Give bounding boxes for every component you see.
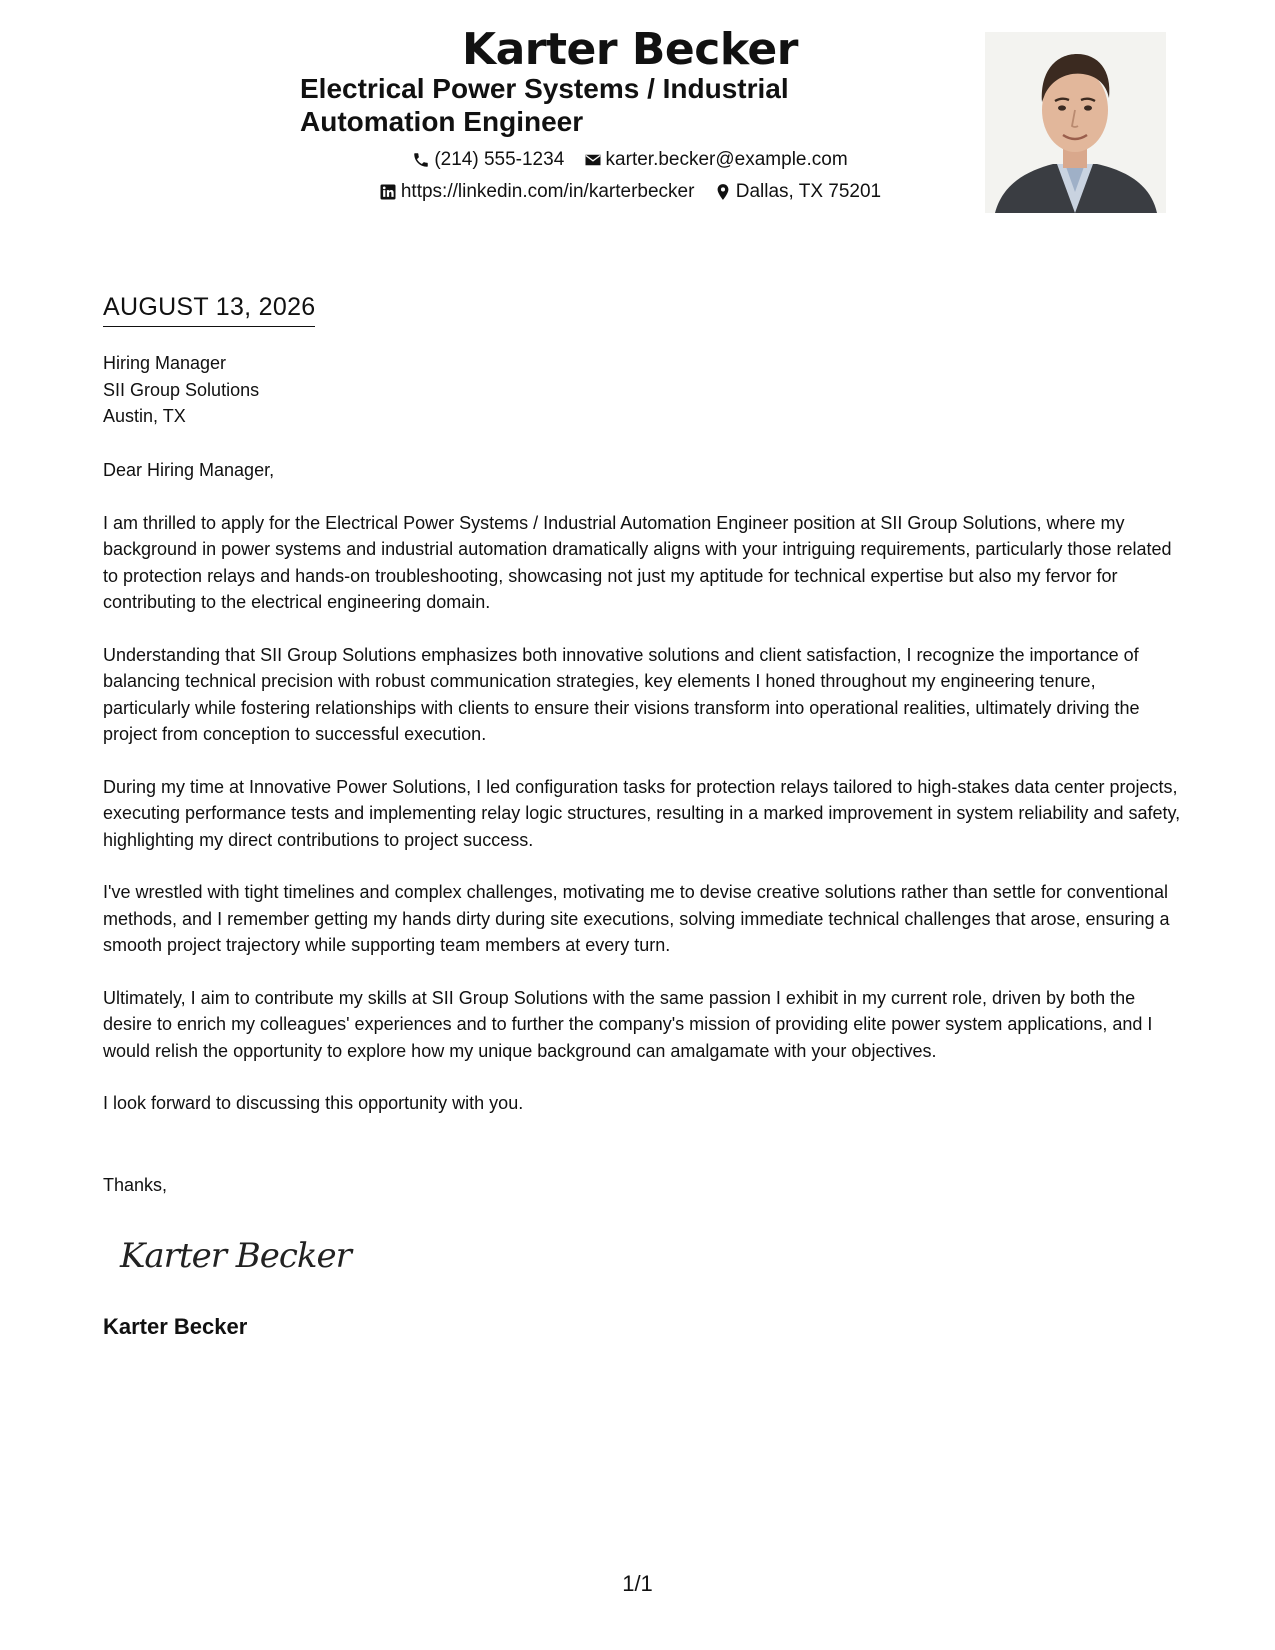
signature-glyphs: Karter Becker: [120, 1236, 351, 1276]
phone-text: (214) 555-1234: [434, 149, 565, 170]
recipient-block: [103, 350, 259, 430]
contact-linkedin[interactable]: [379, 180, 695, 204]
letter-header: [0, 0, 1275, 230]
linkedin-text: https://linkedin.com/in/karterbecker: [400, 181, 695, 202]
contact-row-secondary: [300, 180, 960, 208]
contact-email[interactable]: [584, 148, 848, 172]
body-paragraph: During my time at Innovative Power Solutions, I led configuration tasks for protection relays tailored to high-stakes data center projects, executing performance tests and implementing relay logic structures, resulting in a marked improvement in system reliability and safety, highlighting my direct contributions to project success.: [103, 776, 1181, 850]
linkedin-icon: [379, 183, 401, 201]
body-paragraph: I've wrestled with tight timelines and complex challenges, motivating me to devise creative solutions rather than settle for conventional methods, and I remember getting my hands dirty during site executions, solving immediate technical challenges that arose, ensuring a smooth project trajectory while supporting team members at every turn.: [103, 882, 1170, 955]
recipient-city: Austin, TX: [103, 406, 186, 426]
contact-location: [714, 180, 881, 204]
body-paragraph: I look forward to discussing this opportunity with you.: [103, 1093, 524, 1113]
letter-body: [103, 457, 1183, 1143]
recipient-company: SII Group Solutions: [103, 379, 260, 400]
closing: Thanks,: [103, 1175, 168, 1195]
letter-date: AUGUST 13, 2026: [103, 292, 315, 327]
job-title: Electrical Power Systems / Industrial Automation Engineer: [300, 73, 789, 137]
profile-photo: [985, 32, 1166, 213]
recipient-name: Hiring Manager: [103, 353, 227, 373]
applicant-name: Karter Becker: [462, 24, 798, 75]
body-paragraph: I am thrilled to apply for the Electrical Power Systems / Industrial Automation Engineer position at SII Group Solutions, where my background in power systems and industrial automation dramatically aligns with your intriguing requirements, particularly those related to protection relays and hands-on troubleshooting, showcasing not just my aptitude for technical expertise but also my fervor for contributing to the electrical engineering domain.: [103, 512, 1172, 612]
salutation: Dear Hiring Manager,: [103, 460, 275, 480]
location-text: Dallas, TX 75201: [735, 181, 882, 202]
page-indicator: 1/1: [622, 1571, 653, 1596]
contact-row-primary: [300, 148, 960, 176]
signer-name: Karter Becker: [103, 1314, 248, 1339]
phone-icon: [412, 151, 434, 169]
envelope-icon: [584, 151, 606, 169]
body-paragraph: Understanding that SII Group Solutions emphasizes both innovative solutions and client satisfaction, I recognize the importance of balancing technical precision with robust communication strategies, key elements I honed throughout my engineering tenure, particularly while fostering relationships with clients to ensure their visions transform into operational realities, ultimately driving the project from conception to successful execution.: [103, 644, 1140, 744]
body-paragraph: Ultimately, I aim to contribute my skills at SII Group Solutions with the same passion I exhibit in my current role, driven by both the desire to enrich my colleagues' experiences and to further the company's mission of providing elite power system applications, and I would relish the opportunity to explore how my unique background can amalgamate with your objectives.: [103, 987, 1153, 1061]
handwritten-signature: [118, 1225, 358, 1285]
map-pin-icon: [714, 183, 736, 201]
contact-phone[interactable]: [412, 148, 564, 172]
email-text: karter.becker@example.com: [605, 149, 848, 170]
